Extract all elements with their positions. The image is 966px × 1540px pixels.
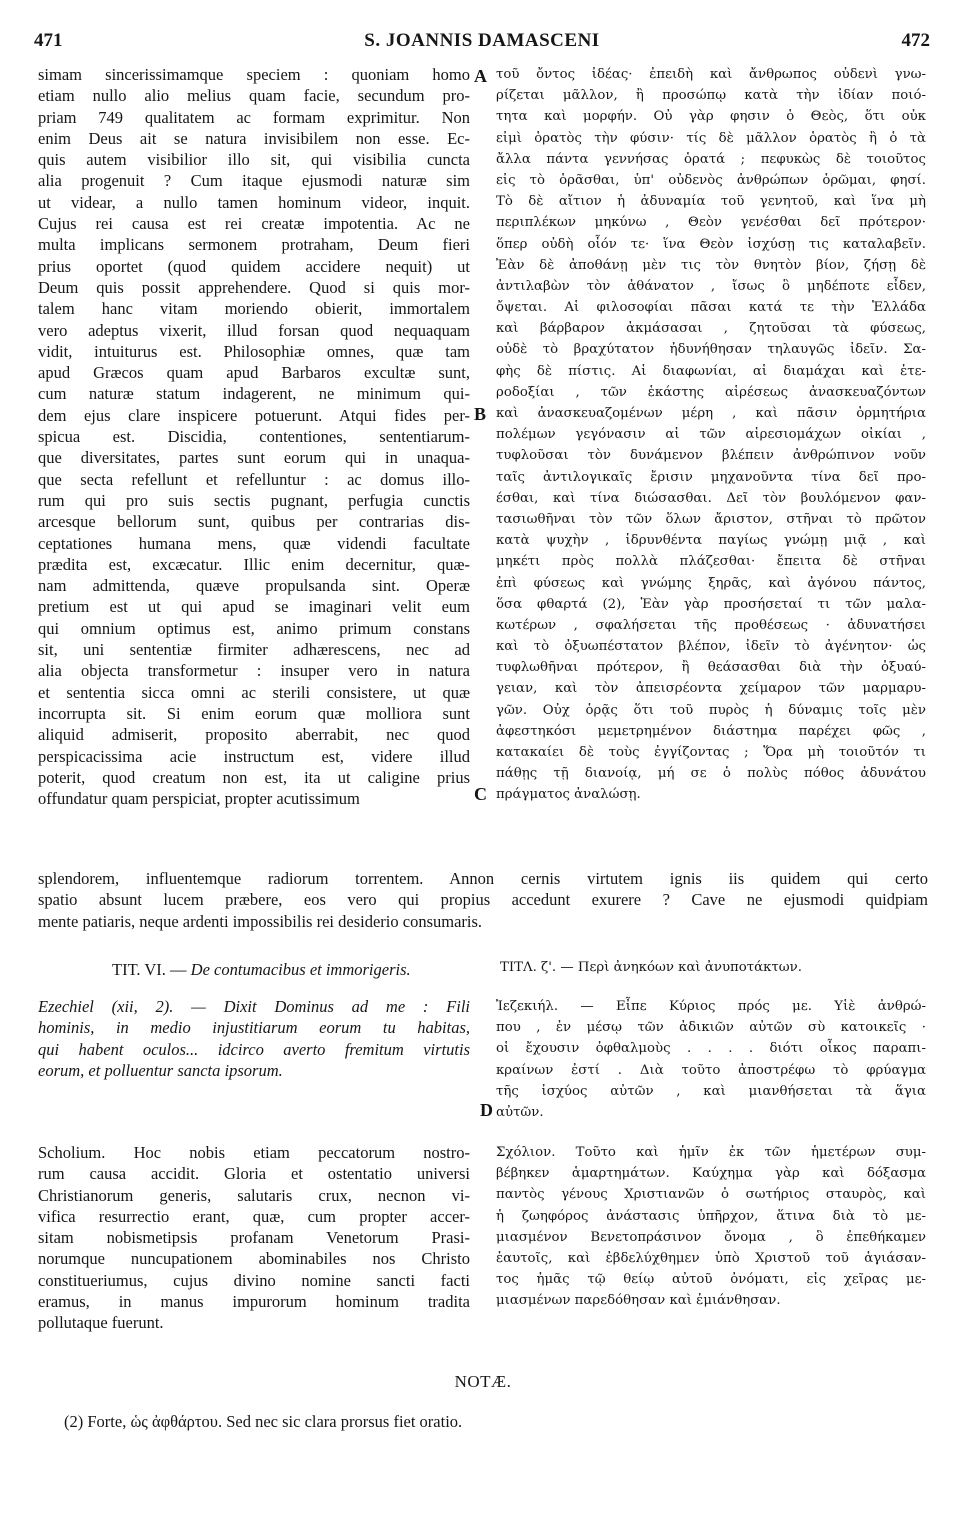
section-marker-d: D xyxy=(480,1100,493,1120)
latin-text-line: vero adeptus vixerit, illud forsan quod nequaquam xyxy=(38,320,470,340)
running-title: S. JOANNIS DAMASCENI xyxy=(364,30,600,51)
latin-text-line: perspicacissima acie instructum est, videre illud xyxy=(38,746,470,766)
greek-text-line: τυφλωθῆναι πρότερον, ἢ θεάσασθαι διὰ τὴν ὀξυαύ- xyxy=(496,660,926,676)
latin-text-line: incorrupta sit. Si enim eorum quæ molliora sunt xyxy=(38,703,470,723)
greek-ezekiel-line: που , ἐν μέσῳ τῶν ἀδικιῶν αὐτῶν σὺ κατοικεῖς · xyxy=(496,1020,926,1036)
greek-text-line: κωτέρων , σφαλήσεται τῆς προθέσεως · ἀδυνατήσει xyxy=(496,617,926,633)
latin-ezekiel-line: Ezechiel (xii, 2). — Dixit Dominus ad me : Fili xyxy=(38,997,470,1016)
latin-scholium-line: pollutaque fuerunt. xyxy=(38,1313,164,1333)
latin-text-line: qui omnium optimus est, animo primum constans xyxy=(38,618,470,638)
full-width-text-line: spatio absunt lucem præbere, eos vero qui propius accedunt exurere ? Cave ne ejusmodi quidpiam xyxy=(38,890,928,910)
latin-text-line: etiam nullo alio melius quam facie, secundum pro- xyxy=(38,86,470,106)
greek-text-line: ἀφεστηκόσι μεμετρημένον διάστημα παρέχει φῶς , xyxy=(496,723,926,739)
greek-scholium-line: τος ἡμᾶς τῷ θείῳ αὐτοῦ ὀνόματι, εἰς χεῖρας με- xyxy=(496,1272,926,1288)
latin-text-line: Cujus rei causa est rei creatæ impotentia. Ac ne xyxy=(38,214,470,234)
running-header xyxy=(34,30,930,60)
greek-text-line: ἐπὶ φύσεως καὶ γνώμης ξηρᾶς, καὶ ἀγόνου πάντος, xyxy=(496,575,926,591)
latin-text-line: simam sincerissimamque speciem : quoniam homo xyxy=(38,65,470,84)
latin-title-text: De contumacibus et immorigeris. xyxy=(190,960,411,979)
greek-scholium-line: βέβηκεν ἁμαρτημάτων. Καύχημα γὰρ καὶ δόξασμα xyxy=(496,1166,926,1182)
latin-text-line: prædita est, excæcatur. Illic enim decernitur, quæ- xyxy=(38,554,470,574)
page-number-left: 471 xyxy=(34,30,63,51)
latin-text-line: talem hanc vitam moriendo obierit, immortalem xyxy=(38,299,470,319)
latin-main-column xyxy=(38,64,470,809)
greek-text-line: τασιωθῆναι τὸν τῶν ὅλων ἄριστον, στῆναι τὸ πρῶτον xyxy=(496,511,926,527)
greek-text-line: κατακαίει δὲ τοὺς ἐγγίζοντας ; Ὅρα μὴ τοιοῦτόν τι xyxy=(496,745,926,760)
greek-ezekiel-line: κραίνων ἐστί . Διὰ τοῦτο ἀποστρέφω τὸ φρύαγμα xyxy=(496,1062,926,1078)
latin-text-line: spicua est. Discidia, contentiones, sententiarum- xyxy=(38,427,470,447)
greek-text-line: τητα καὶ μορφήν. Οὐ γὰρ φησιν ὁ Θεὸς, ὅτι οὐκ xyxy=(496,109,926,125)
greek-text-line: καὶ βάρβαρον ἀκμάσασαι , ζητοῦσαι τὰ φύσεως, xyxy=(496,321,926,337)
greek-scholium xyxy=(496,1142,926,1312)
latin-text-line: poterit, quod creatum non est, ita ut caligine prius xyxy=(38,767,470,787)
latin-text-line: alia progenuit ? Cum itaque ejusmodi naturæ sim xyxy=(38,171,470,191)
latin-scholium-line: rum causa accidit. Gloria et ostentatio universi xyxy=(38,1164,470,1184)
latin-text-line: apud Græcos quam apud Barbaros excultæ sunt, xyxy=(38,363,470,383)
greek-ezekiel-line: οἱ ἔχουσιν ὀφθαλμοὺς . . . . διότι οἶκος παραπι- xyxy=(496,1041,926,1057)
greek-text-line: εἰς τὸ ὁρᾶσθαι, ὑπ' οὐδενὸς ἀνθρώπων ὁρῶμαι, φησί. xyxy=(496,172,926,188)
latin-text-line: cum naturæ statum indagerent, ne minimum qui- xyxy=(38,384,470,404)
greek-text-line: κατὰ ψυχὴν , ἱδρυνθέντα παγίως γνώμῃ μιᾷ , καὶ xyxy=(496,533,926,549)
greek-text-line: ταῖς ἀντιλογικαῖς ἔρισιν μηχανοῦντα τίνα δεῖ προ- xyxy=(496,469,926,485)
greek-scholium-line: ἡ ζωηφόρος ἀνάστασις ὑπῆρχον, ἅτινα διὰ τὸ με- xyxy=(496,1208,926,1224)
latin-text-line: Deum quis possit apprehendere. Quod si quis mor- xyxy=(38,277,470,297)
latin-text-line: ceptationes humana mens, quæ videndi facultate xyxy=(38,533,470,553)
greek-main-column xyxy=(496,64,926,806)
full-width-paragraph xyxy=(38,868,928,932)
latin-scholium-line: vifica resurrectio erant, quæ, cum propter accer- xyxy=(38,1206,470,1226)
latin-scholium-line: constitueriumus, cujus divino nomine sancti facti xyxy=(38,1270,470,1290)
latin-text-line: aliquid admiserit, proposito aberrabit, nec quod xyxy=(38,725,470,745)
greek-section-title xyxy=(500,960,930,975)
greek-text-line: καὶ ἀνασκευαζομένων μέρη , καὶ πᾶσιν ὁρμητήρια xyxy=(496,406,926,421)
section-marker-c: C xyxy=(474,784,487,804)
greek-text-line: ρίζεται μᾶλλον, ἢ προσώπῳ κατὰ τὴν ἰδίαν ποιό- xyxy=(496,88,926,104)
latin-ezekiel-line: eorum, et polluentur sancta ipsorum. xyxy=(38,1060,283,1080)
greek-text-line: φὴς δὲ πίστις. Αἱ διαφωνίαι, αἱ διαμάχαι καὶ ἑτε- xyxy=(496,363,926,379)
page-number-right: 472 xyxy=(901,30,930,51)
latin-text-line: offundatur quam perspiciat, propter acutissimum xyxy=(38,789,360,809)
greek-text-line: μηκέτι πρὸς πολλὰ πλάζεσθαι· ἔπειτα δὲ στῆναι xyxy=(496,554,926,570)
full-width-text-line: mente patiaris, neque ardenti impossibilis rei desiderio consumaris. xyxy=(38,911,483,931)
greek-ezekiel-quote xyxy=(496,996,926,1123)
greek-text-line: Ἐὰν δὲ ἀποθάνῃ μὲν τις τὸν θνητὸν βίον, ζήσῃ δὲ xyxy=(496,257,926,273)
notes-heading: NOTÆ. xyxy=(454,1372,512,1391)
greek-text-line: πράγματος ἀναλώσῃ. xyxy=(496,787,641,803)
greek-text-line: ἄλλα πάντα γεννήσας ὁρατά ; πεφυκὼς δὲ τοιοῦτος xyxy=(496,151,926,167)
latin-text-line: arcesque bellorum sunt, quibus per contrarias dis- xyxy=(38,512,470,532)
latin-scholium-line: norumque nuncupationem abominabiles nos Christo xyxy=(38,1249,470,1269)
greek-title-label: ΤΙΤΛ. ζ'. — xyxy=(500,960,574,975)
greek-text-line: οὐδὲ τὸ βραχύτατον ἠδυνήθησαν τηλαυγῶς ἰδεῖν. Σα- xyxy=(496,342,926,358)
greek-ezekiel-line: τῆς ἰσχύος αὐτῶν , καὶ μιανθήσεται τὰ ἅγια xyxy=(496,1083,926,1099)
latin-scholium-line: eramus, in manus impurorum hominum tradita xyxy=(38,1292,470,1312)
latin-text-line: nam admittenda, quæve propulsanda sint. Operæ xyxy=(38,576,470,596)
latin-text-line: quis autem visibilior illo sit, qui visibilia cuncta xyxy=(38,150,470,170)
latin-text-line: pretium est ut qui apud se imaginari velit eum xyxy=(38,597,470,617)
section-marker-a: A xyxy=(474,66,487,86)
latin-text-line: dem ejus clare inspicere potuerunt. Atqui fides per- xyxy=(38,405,470,425)
greek-text-line: ἀντιλαβὼν τὸν ἀθάνατον , ἴσως ὃ μηδέποτε εἶδεν, xyxy=(496,278,926,294)
greek-text-line: τυφλοῦσαι τὸν δυνάμενον βλέπειν ἀνθρώπινον νοῦν xyxy=(496,448,926,464)
latin-text-line: que diversitates, partes sunt eorum qui in unaqua- xyxy=(38,448,470,468)
footnote: (2) Forte, ὡς ἀφθάρτου. Sed nec sic clara prorsus fiet oratio. xyxy=(64,1412,463,1431)
greek-ezekiel-line: Ἰεζεκιήλ. — Εἶπε Κύριος πρός με. Υἱὲ ἀνθρώ- xyxy=(496,999,926,1014)
greek-text-line: πάθῃς τῇ διανοίᾳ, μή σε ὁ πολὺς πόθος ἀδυνάτου xyxy=(496,766,926,782)
latin-text-line: prius oportet (quod quidem accidere nequit) ut xyxy=(38,256,470,276)
latin-text-line: sit, uni sententiæ firmiter adhærescens, nec ad xyxy=(38,640,470,660)
greek-text-line: ροδοξίαι , τῶν ἑκάστης αἱρέσεως ἀνασκευαζόντων xyxy=(496,384,926,400)
latin-scholium-line: Christianorum generis, salutaris crux, necnon vi- xyxy=(38,1185,470,1205)
greek-text-line: ὅσα φθαρτά (2), Ἐὰν γὰρ προσήσεταί τι τῶν μαλα- xyxy=(496,596,926,612)
latin-scholium-line: Scholium. Hoc nobis etiam peccatorum nostro- xyxy=(38,1143,470,1162)
full-width-text-line: splendorem, influentemque radiorum torrentem. Annon cernis virtutem ignis iis quidem qui certo xyxy=(38,869,928,888)
greek-text-line: πολέμων γεγόνασιν αἱ τῶν αἱρεσιομάχων οἰκίαι , xyxy=(496,427,926,443)
latin-title-label: TIT. VI. — xyxy=(112,960,187,979)
greek-scholium-line: μιασμένων παρεδόθησαν καὶ ἐμιάνθησαν. xyxy=(496,1293,781,1309)
greek-scholium-line: ἑαυτοῖς, καὶ ἐβδελύχθημεν ὑπὸ Χριστοῦ τοῦ ἁγιάσαν- xyxy=(496,1250,926,1266)
greek-text-line: εἰμὶ ὁρατὸς τὴν φύσιν· τίς δὲ μᾶλλον ὁρατὸς ἢ ὁ τὰ xyxy=(496,130,926,146)
greek-text-line: ὄψεται. Αἱ φιλοσοφίαι πᾶσαι κατά τε τὴν Ἑλλάδα xyxy=(496,300,926,316)
greek-text-line: περιπλέκων μηκύνω , Θεὸν γενέσθαι δεῖ πρότερον· xyxy=(496,215,926,231)
greek-scholium-line: μιασμένον Βενετοπράσινον ὄνομα , ὃ ἐπεθήκαμεν xyxy=(496,1229,926,1245)
latin-ezekiel-line: qui habent oculos... idcirco averto fremitum virtutis xyxy=(38,1039,470,1059)
latin-scholium xyxy=(38,1142,470,1334)
greek-text-line: καὶ τὸ ὀξυωπέστατον βλέπον, ἰδεῖν τὸ ἀγένητον· ὡς xyxy=(496,639,926,655)
greek-scholium-line: παντὸς γένους Χριστιανῶν ὁ σωτήριος σταυρὸς, καὶ xyxy=(496,1187,926,1203)
latin-text-line: multa implicans sermonem protraham, Deum fieri xyxy=(38,235,470,255)
greek-text-line: τοῦ ὄντος ἰδέας· ἐπειδὴ καὶ ἄνθρωπος οὐδενὶ γνω- xyxy=(496,67,926,82)
greek-text-line: γῶν. Οὐχ ὁρᾷς ὅτι τοῦ πυρὸς ἡ δύναμις τοῖς μὲν xyxy=(496,702,926,718)
greek-text-line: Τὸ δὲ αἴτιον ἡ ἀδυναμία τοῦ γενητοῦ, καὶ ἵνα μὴ xyxy=(496,194,926,210)
latin-ezekiel-line: hominis, in medio injustitiarum eorum tu habitas, xyxy=(38,1018,470,1038)
latin-text-line: priam 749 qualitatem ac formam exprimitur. Non xyxy=(38,107,470,127)
latin-text-line: alia objecta transformetur : insuper vero in natura xyxy=(38,661,470,681)
latin-scholium-line: sitam nobismetipsis profanam Venetorum Prasi- xyxy=(38,1228,470,1248)
latin-text-line: ut videar, a nullo tamen hominum videor, inquit. xyxy=(38,192,470,212)
greek-scholium-line: Σχόλιον. Τοῦτο καὶ ἡμῖν ἐκ τῶν ἡμετέρων συμ- xyxy=(496,1145,926,1160)
greek-text-line: ὅπερ οὐδὴ οἷόν τε· ἵνα Θεὸν ἰσχύσῃ τις καταλαβεῖν. xyxy=(496,236,926,252)
greek-title-text: Περὶ ἀνηκόων καὶ ἀνυποτάκτων. xyxy=(577,960,802,975)
greek-text-line: έσθαι, καὶ τίνα διώσασθαι. Δεῖ τὸν βουλόμενον φαν- xyxy=(496,490,926,506)
greek-ezekiel-line: αὐτῶν. xyxy=(496,1104,544,1120)
latin-section-title xyxy=(112,960,411,980)
section-marker-b: B xyxy=(474,404,487,424)
latin-text-line: rum qui pro suis sectis pugnant, perfugia cunctis xyxy=(38,490,470,510)
latin-text-line: vidit, intuiturus est. Philosophiæ omnes, quæ tam xyxy=(38,341,470,361)
latin-text-line: enim Deus ait se natura invisibilem non esse. Ec- xyxy=(38,128,470,148)
greek-text-line: γειαν, καὶ τὸν ἀπεισρέοντα χείμαρον τῶν μαρμαρυ- xyxy=(496,681,926,697)
latin-text-line: et sententia sicca omni ac sterili consistere, ut quæ xyxy=(38,682,470,702)
latin-text-line: que secta refellunt et refelluntur : ac domus illo- xyxy=(38,469,470,489)
latin-ezekiel-quote xyxy=(38,996,470,1081)
